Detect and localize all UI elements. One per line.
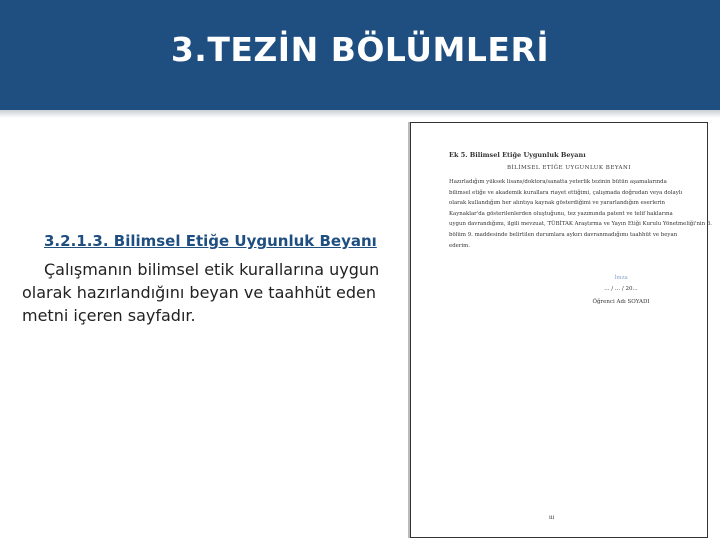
document-student-name: Öğrenci Adı SOYADI bbox=[592, 299, 650, 305]
document-signature-label: İmza bbox=[614, 275, 628, 281]
section-description: Çalışmanın bilimsel etik kurallarına uygun olarak hazırlandığını beyan ve taahhüt eden metni içeren sayfadır. bbox=[22, 260, 380, 325]
document-appendix-heading: Ek 5. Bilimsel Etiğe Uygunluk Beyanı bbox=[449, 151, 586, 159]
document-body-line: Kaynaklar'da gösterilenlerden oluştuğunu, tez yazımında patent ve telif haklarına bbox=[449, 210, 673, 217]
document-page-thumbnail bbox=[410, 122, 712, 538]
document-body-line: olarak kullandığım her alıntıya kaynak gösterdiğimi ve yararlandığım eserlerin bbox=[449, 200, 666, 207]
document-body-line: bilimsel etiğe ve akademik kurallara riayet ettiğimi, çalışmada doğrudan veya dolaylı bbox=[449, 189, 683, 196]
document-body-line: bölüm 9. maddesinde belirtilen durumlara aykırı davranmadığımı taahhüt ve beyan bbox=[449, 231, 678, 238]
content-text-block bbox=[22, 232, 392, 327]
section-subheading: 3.2.1.3. Bilimsel Etiğe Uygunluk Beyanı bbox=[44, 232, 377, 250]
document-date-line: ... / ... / 20... bbox=[604, 286, 638, 292]
document-body-line: ederim. bbox=[449, 242, 470, 249]
document-body-line: uygun davrandığımı, ilgili mevzuat, TÜBİTAK Araştırma ve Yayın Etiği Kurulu Yönetmeliği'nin 3. bbox=[449, 221, 712, 228]
document-body-line: Hazırladığım yüksek lisans/doktora/sanatta yeterlik tezinin bütün aşamalarında bbox=[449, 179, 667, 185]
document-page-number: iii bbox=[549, 515, 555, 521]
header-shadow bbox=[0, 110, 720, 118]
document-caps-heading: BİLİMSEL ETİĞE UYGUNLUK BEYANI bbox=[506, 165, 632, 171]
document-body bbox=[449, 177, 712, 251]
slide-title: 3.TEZİN BÖLÜMLERİ bbox=[170, 30, 550, 69]
